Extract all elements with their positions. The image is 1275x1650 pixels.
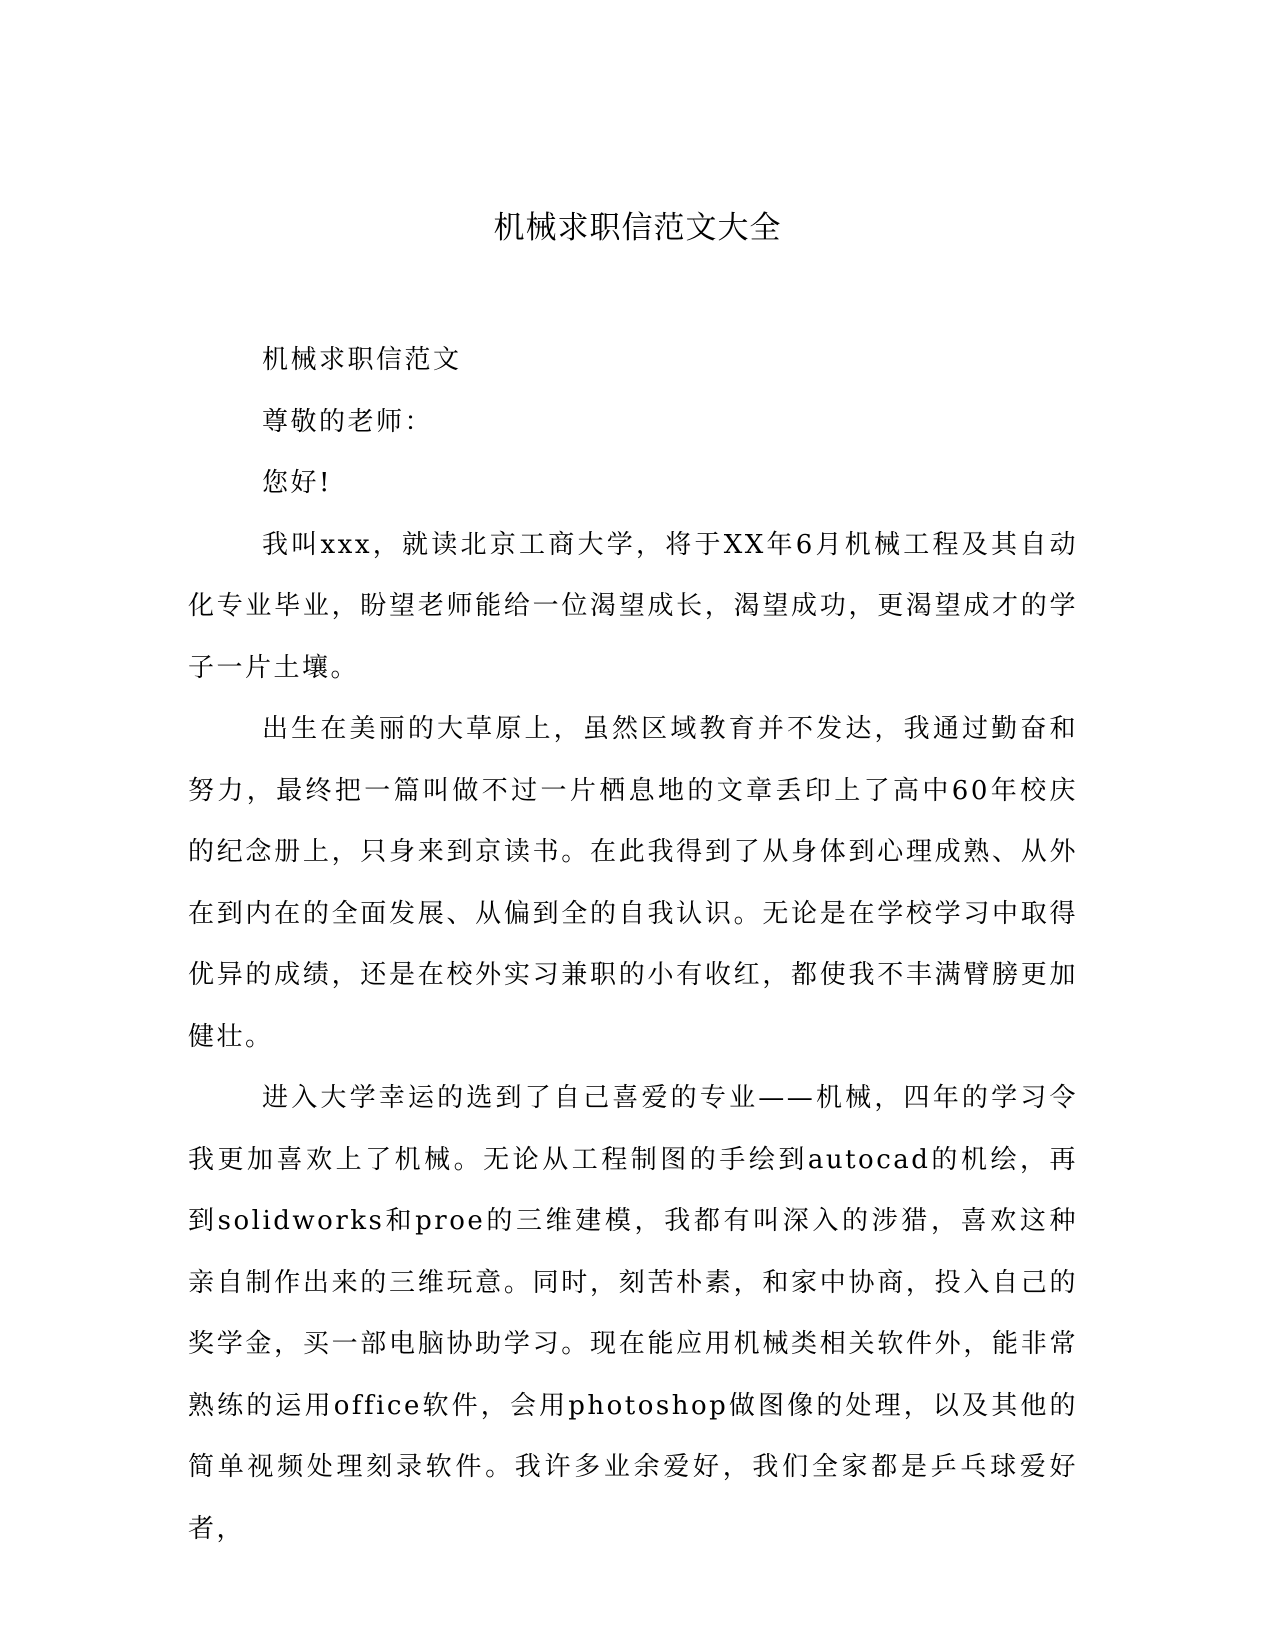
body-paragraph: 我叫xxx，就读北京工商大学，将于XX年6月机械工程及其自动化专业毕业，盼望老师能给一位渴望成长，渴望成功，更渴望成才的学子一片土壤。: [188, 529, 1078, 683]
letter-greeting: 您好!: [262, 468, 332, 498]
letter-salutation: 尊敬的老师：: [262, 406, 434, 437]
body-paragraph: 进入大学幸运的选到了自己喜爱的专业——机械，四年的学习令我更加喜欢上了机械。无论从工程制图的手绘到autocad的机绘，再到solidworks和proe的三维建模，我都有叫深入的涉猎，喜欢这种亲自制作出来的三维玩意。同时，刻苦朴素，和家中协商，投入自己的奖学金，买一部电脑协助学习。现在能应用机械类相关软件外，能非常熟练的运用office软件，会用photoshop做图像的处理，以及其他的简单视频处理刻录软件。我许多业余爱好，我们全家都是乒乓球爱好者，: [188, 1083, 1078, 1544]
document-body: [188, 330, 1078, 1560]
document-title: 机械求职信范文大全: [493, 210, 782, 246]
body-paragraph: 出生在美丽的大草原上，虽然区域教育并不发达，我通过勤奋和努力，最终把一篇叫做不过一片栖息地的文章丢印上了高中60年校庆的纪念册上，只身来到京读书。在此我得到了从身体到心理成熟、从外在到内在的全面发展、从偏到全的自我认识。无论是在学校学习中取得优异的成绩，还是在校外实习兼职的小有收红，都使我不丰满臂膀更加健壮。: [188, 714, 1078, 1052]
letter-subtitle: 机械求职信范文: [262, 345, 462, 375]
